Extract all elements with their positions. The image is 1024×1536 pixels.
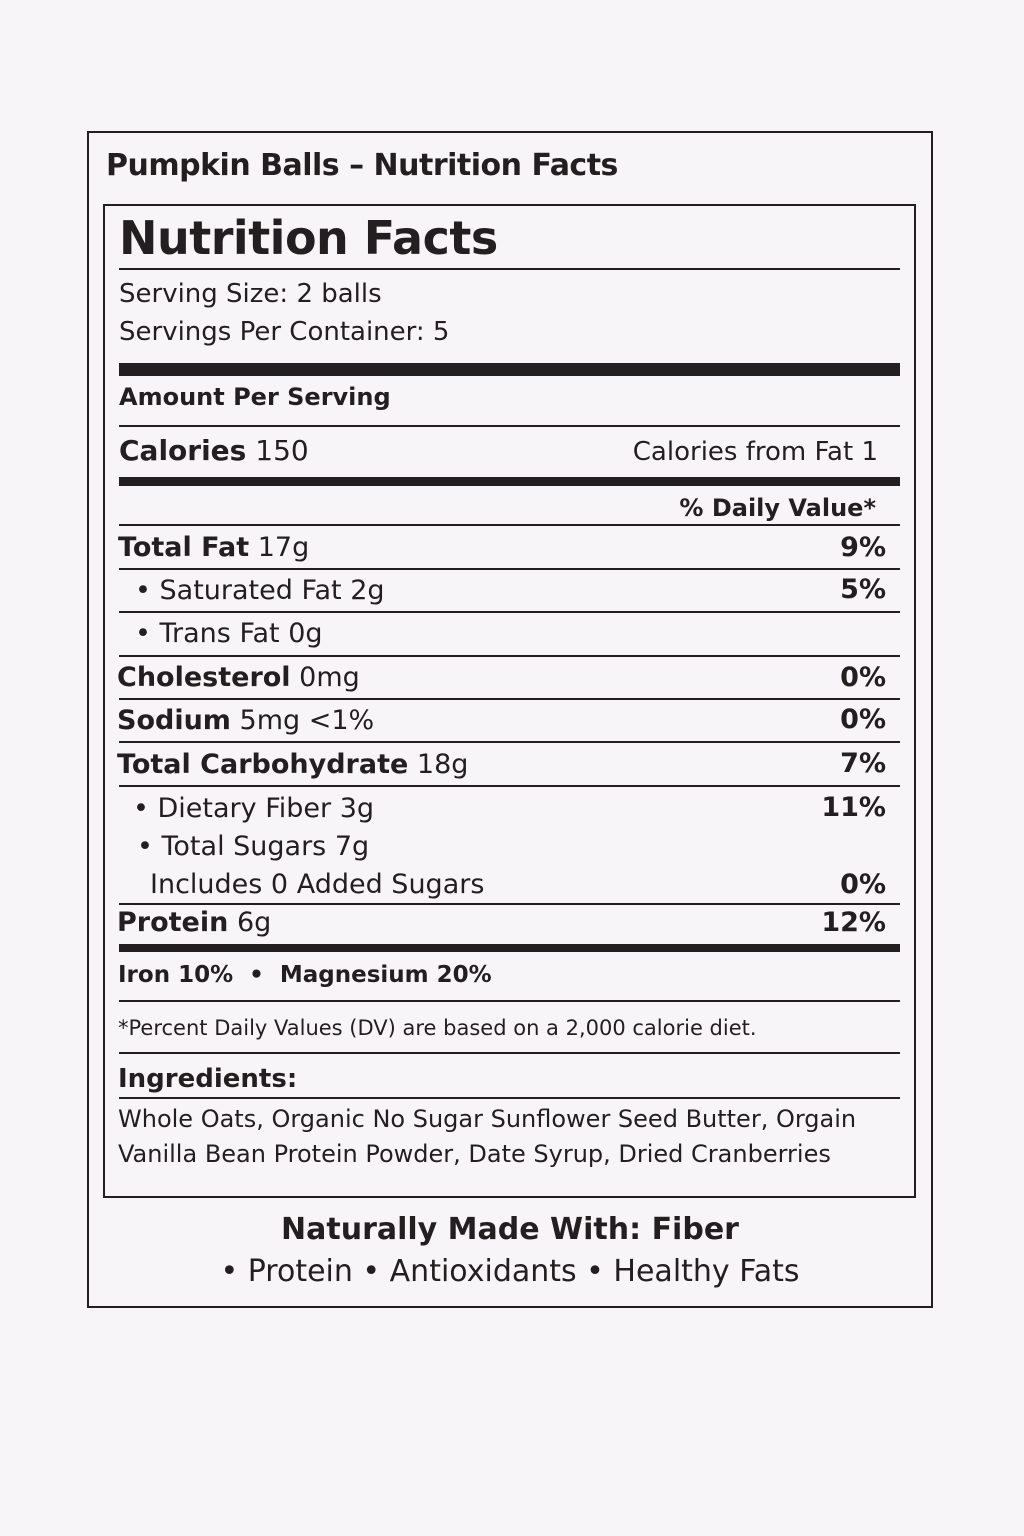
divider-thin (119, 741, 900, 743)
nutrient-name: • Total Sugars (137, 831, 327, 862)
nutrition-facts-heading: Nutrition Facts (119, 211, 498, 265)
divider-thin (119, 568, 900, 570)
label-title: Pumpkin Balls – Nutrition Facts (106, 148, 618, 183)
nutrient-name: • Dietary Fiber (133, 793, 332, 824)
nutrient-amount: 0mg (299, 662, 360, 693)
row-total-fat (118, 532, 309, 563)
calories-line (119, 434, 309, 467)
dv-total-carbohydrate: 7% (840, 748, 886, 779)
amount-per-serving: Amount Per Serving (119, 383, 391, 411)
nutrient-amount: 7g (334, 831, 370, 862)
nutrient-amount: 3g (339, 793, 375, 824)
nutrient-name: • Saturated Fat (135, 575, 342, 606)
ingredients-line-1: Whole Oats, Organic No Sugar Sunflower Seed Butter, Orgain (118, 1105, 857, 1133)
daily-value-header: % Daily Value* (679, 494, 876, 522)
calories-value: 150 (255, 434, 309, 467)
row-trans-fat (135, 618, 323, 649)
dv-protein: 12% (821, 907, 886, 938)
divider-thin (119, 903, 900, 905)
divider-medium (119, 944, 900, 952)
row-protein (117, 907, 271, 938)
nutrient-amount: 2g (350, 575, 385, 606)
divider-thin (119, 524, 900, 526)
row-total-carbohydrate (117, 749, 468, 780)
footer-line-2: • Protein • Antioxidants • Healthy Fats (220, 1254, 800, 1289)
nutrient-amount: 0g (288, 618, 323, 649)
row-dietary-fiber (133, 793, 374, 824)
calories-from-fat: Calories from Fat 1 (632, 437, 878, 467)
calories-label: Calories (119, 434, 247, 467)
divider-thin (119, 655, 900, 657)
nutrient-amount: 17g (257, 532, 310, 563)
daily-value-footnote: *Percent Daily Values (DV) are based on a 2,000 calorie diet. (118, 1016, 757, 1040)
row-sodium (117, 705, 374, 736)
dv-dietary-fiber: 11% (821, 792, 886, 823)
minerals-line: Iron 10% • Magnesium 20% (118, 962, 492, 988)
nutrition-facts-panel (103, 204, 916, 1198)
nutrient-name: • Trans Fat (135, 618, 280, 649)
divider-medium (119, 477, 900, 486)
nutrient-name: Cholesterol (117, 662, 291, 693)
nutrient-name: Sodium (117, 705, 231, 736)
row-total-sugars (137, 831, 369, 862)
divider-thin (119, 1097, 900, 1099)
nutrient-amount: 5mg <1% (239, 705, 375, 736)
dv-total-fat: 9% (840, 532, 886, 563)
ingredients-label: Ingredients: (118, 1064, 298, 1094)
nutrient-name: Protein (117, 907, 229, 938)
servings-per-container: Servings Per Container: 5 (119, 317, 450, 347)
row-cholesterol (117, 662, 360, 693)
dv-saturated-fat: 5% (840, 574, 886, 605)
footer-line-1: Naturally Made With: Fiber (281, 1212, 739, 1247)
divider-thin (119, 425, 900, 427)
divider-thin (119, 1052, 900, 1054)
nutrient-amount: 6g (236, 907, 272, 938)
ingredients-line-2: Vanilla Bean Protein Powder, Date Syrup, Dried Cranberries (118, 1140, 831, 1168)
divider-thick (119, 363, 900, 376)
divider-thin (119, 785, 900, 787)
divider-thin (119, 698, 900, 700)
dv-sodium: 0% (840, 704, 886, 735)
dv-cholesterol: 0% (840, 662, 886, 693)
dv-added-sugars: 0% (840, 869, 886, 900)
divider-thin (119, 268, 900, 270)
serving-size: Serving Size: 2 balls (119, 279, 382, 309)
nutrient-name: Total Carbohydrate (117, 749, 409, 780)
row-added-sugars: Includes 0 Added Sugars (150, 869, 485, 900)
divider-thin (119, 1000, 900, 1002)
divider-thin (119, 611, 900, 613)
row-saturated-fat (135, 575, 385, 606)
nutrient-amount: 18g (416, 749, 469, 780)
nutrient-name: Total Fat (118, 532, 250, 563)
